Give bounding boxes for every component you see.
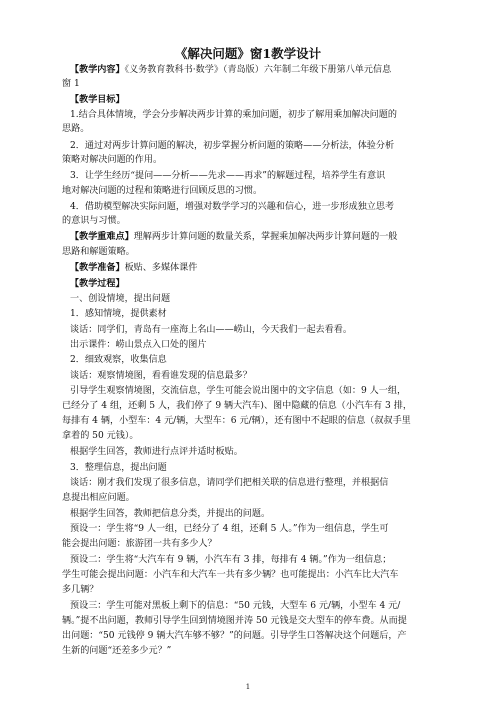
goal-2-cont: 策略对解决问题的作用。: [62, 155, 163, 165]
content-line-2: 窗 1: [62, 79, 80, 89]
goal-3-cont: 地对解决问题的过程和策略进行回顾反思的习惯。: [62, 186, 263, 196]
prep-text: 板贴、多媒体课件: [124, 263, 198, 273]
content-text: 《义务教育教科书·数学》（青岛版）六年制二年级下册第八单元信息: [124, 65, 392, 75]
preset-3: 预设三：学生可能对黑板上剩下的信息：“50 元钱，大型车 6 元/辆，小型车 4 元/: [70, 601, 401, 611]
goal-1: 1.结合具体情境，学会分步解决两步计算的乘加问题，初步了解用乘加解决问题的: [70, 110, 397, 120]
goal-2: 2．通过对两步计算问题的解决，初步掌握分析问题的策略——分析法，体验分析: [70, 141, 395, 151]
goal-4-cont: 的意识与习惯。: [62, 216, 126, 226]
goals-label: 【教学目标】: [70, 94, 125, 105]
paragraph: 引导学生观察情境图，交流信息，学生可能会说出图中的文字信息（如：9 人一组，: [70, 386, 407, 396]
section-1-heading: 一、创设情境，提出问题: [70, 294, 171, 304]
content-line: [70, 64, 440, 76]
goal-1-cont: 思路。: [62, 124, 90, 134]
paragraph: 出示课件：崂山景点入口处的图片: [70, 340, 207, 350]
process-label: 【教学过程】: [70, 278, 125, 289]
content-label: 【教学内容】: [70, 64, 125, 75]
paragraph: 谈话：同学们，青岛有一座海上名山——崂山，今天我们一起去看看。: [70, 325, 352, 335]
preset-1: 预设一：学生将“9 人一组，已经分了 4 组，还剩 5 人。”作为一组信息，学生可: [70, 524, 389, 534]
step-1-heading: 1．感知情境，提供素材: [70, 309, 167, 319]
preset-1-cont: 能会提出问题：旅游团一共有多少人？: [62, 539, 217, 549]
page-number: 1: [245, 683, 251, 691]
preset-2-cont: 学生可能会提出问题：小汽车和大汽车一共有多少辆？也可能提出：小汽车比大汽车: [62, 570, 399, 580]
preset-2: 预设二：学生将“大汽车有 9 辆，小汽车有 3 排，每排有 4 辆。”作为一组信息；: [70, 555, 392, 565]
preset-3-cont: 出问题：“50 元钱停 9 辆大汽车够不够？”的问题。引导学生口答解决这个问题后，产: [62, 631, 407, 641]
paragraph: 谈话：观察情境图，看看谁发现的信息最多？: [70, 371, 252, 381]
paragraph-cont: 每排有 4 辆，小型车：4 元/辆，大型车：6 元/辆），还有图中不起眼的信息（叔叔手里: [62, 416, 411, 426]
key-points-label: 【教学重难点】: [70, 231, 134, 242]
paragraph: 根据学生回答，教师把信息分类，并提出的问题。: [70, 509, 271, 519]
prep-line: [70, 262, 440, 274]
goal-3: 3．让学生经历“提问——分析——先求——再求”的解题过程，培养学生有意识: [70, 171, 386, 181]
prep-label: 【教学准备】: [70, 262, 125, 273]
key-points-cont: 思路和解题策略。: [62, 247, 135, 257]
preset-3-cont: 生新的问题“还差多少元？”: [62, 646, 172, 656]
key-points-text: 理解两步计算问题的数量关系，掌握乘加解决两步计算问题的一般: [133, 232, 398, 242]
preset-2-cont: 多几辆？: [62, 585, 99, 595]
goal-4: 4．借助模型解决实际问题，增强对数学学习的兴趣和信心，进一步形成独立思考: [70, 202, 395, 212]
paragraph-cont: 拿着的 50 元钱）。: [62, 431, 139, 441]
paragraph-cont: 息提出相应问题。: [62, 493, 135, 503]
paragraph: 谈话：刚才我们发现了很多信息，请同学们把相关联的信息进行整理，并根据信: [70, 478, 389, 488]
preset-3-cont: 辆。”提不出问题，教师引导学生回到情境图并涛 50 元钱是交大型车的停车费。从而提: [62, 616, 407, 626]
document-title: 《解决问题》窗1教学设计: [174, 46, 322, 61]
paragraph-cont: 已经分了 4 组，还剩 5 人，我们停了 9 辆大汽车)、图中隐藏的信息（小汽车有 3 排，: [62, 401, 412, 411]
step-3-heading: 3．整理信息，提出问题: [70, 463, 167, 473]
step-2-heading: 2．细致观察，收集信息: [70, 355, 167, 365]
key-points-line: [70, 231, 440, 243]
paragraph: 根据学生回答，教师进行点评并适时板贴。: [70, 447, 243, 457]
